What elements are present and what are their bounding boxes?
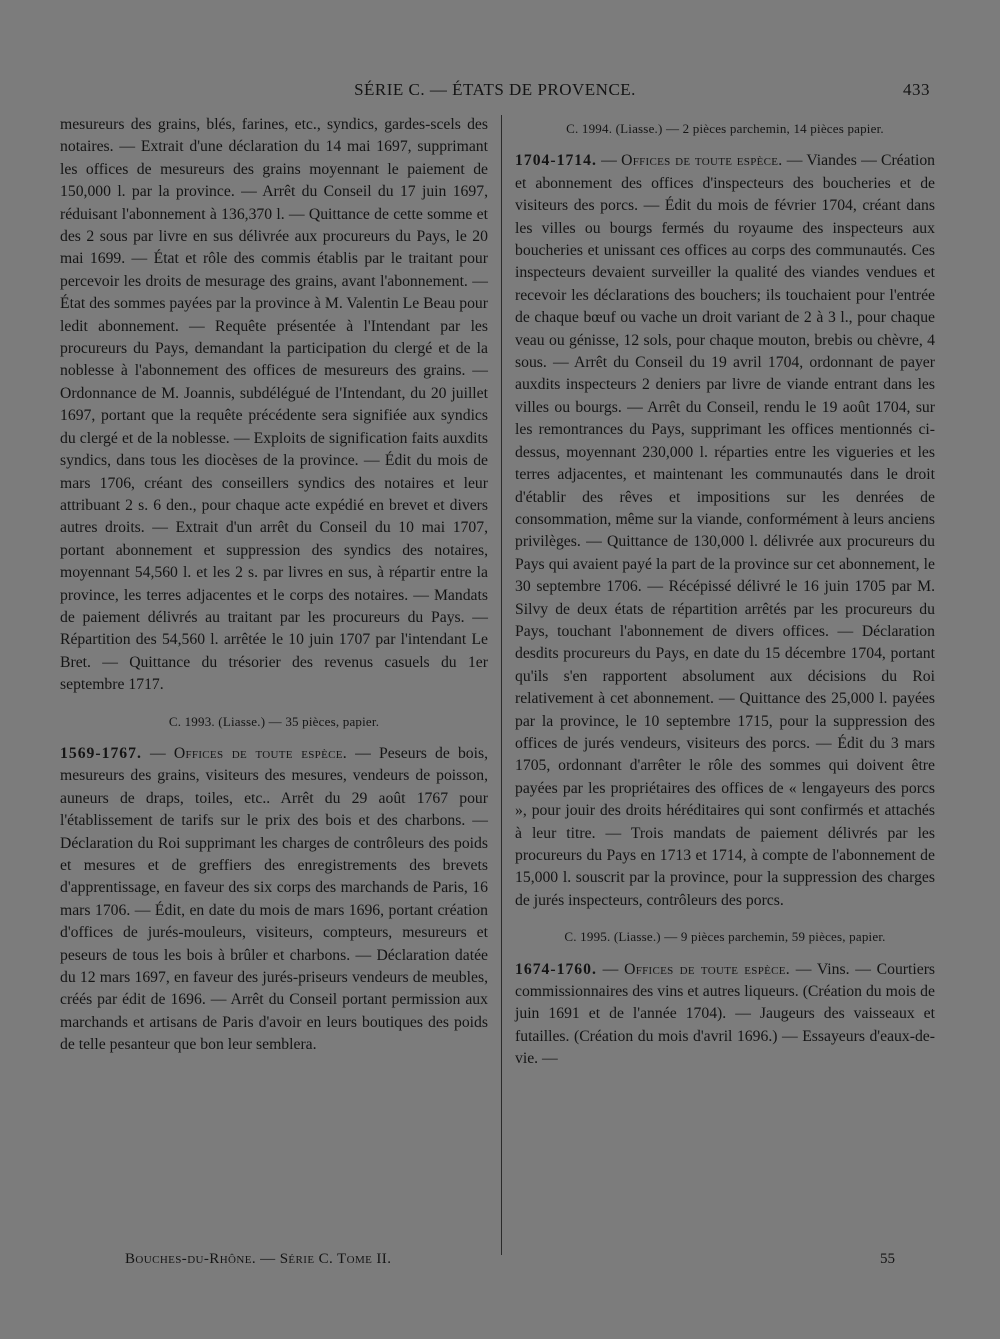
entry-1704-1714: 1704-1714. — Offices de toute espèce. — Viandes — Création et abonnement des offices d'inspecteurs des boucheries et de visiteurs des porcs. — Édit du mois de février 1704, créant dans les villes ou bourgs fermés du royaume des inspecteurs aux boucheries et unissant ces offices au corps des communautés. Ces inspecteurs devaient surveiller la qualité des viandes vendues et recevoir les déclarations des bouchers; ils touchaient pour l'entrée de chaque bœuf ou vache un droit variant de 2 à 3 l., pour chaque veau ou génisse, 12 sols, pour chaque mouton, brebis ou chèvre, 4 sous. — Arrêt du Conseil du 19 avril 1704, ordonnant de payer auxdits inspecteurs 2 deniers par livre de viande entrant dans les villes ou bourgs. — Arrêt du Conseil, rendu le 19 août 1704, sur les remontrances du Pays, supprimant les offices mentionnés ci-dessus, moyennant 230,000 l. réparties entre les vigueries et les terres adjacentes, et maintenant les communautés dans le droit d'établir des rêves et impositions sur les denrées de consommation, même sur la viande, conformément à leurs anciens privilèges. — Quittance de 130,000 l. délivrée aux procureurs du Pays qui avaient payé la part de la province sur cet abonnement, le 30 septembre 1706. — Récépissé délivré le 16 juin 1705 par M. Silvy de deux états de répartition arrêtés par les procureurs du Pays, touchant l'abonnement de divers offices. — Déclaration desdits procureurs du Pays, en date du 15 décembre 1704, portant qu'ils s'en rapportent absolument aux décisions du Roi relativement à cet abonnement. — Quittance des 25,000 l. payées par la province, le 10 septembre 1715, pour la suppression des offices de jurés vendeurs, visiteurs des porcs. — Édit du 3 mars 1705, ordonnant d'arrêter le rôle des sommes qui doivent être payées par les propriétaires des offices de « lengayeurs des porcs », pour jouir des droits héréditaires qui sont confirmés et attachés à leur titre. — Trois mandats de paiement délivrés par les procureurs du Pays en 1713 et 1714, à compte de l'abonnement de 15,000 l. souscrit par la province, pour la suppression des charges de jurés inspecteurs, contrôleurs des porcs.: [515, 152, 936, 909]
cote-c1993: C. 1993. (Liasse.) — 35 pièces, papier.: [168, 713, 380, 729]
entry-dates: 1674-1760.: [515, 960, 597, 978]
page-header: [60, 80, 930, 106]
entry-title: Offices de toute espèce.: [624, 960, 791, 978]
entry-dates: 1569-1767.: [60, 744, 142, 762]
column-divider: [501, 115, 502, 1255]
entry-text: — Viandes — Création et abonnement des offices d'inspecteurs des boucheries et de visiteurs des porcs. — Édit du mois de février 1704, créant dans les villes ou bourgs fermés du royaume des inspecteurs aux boucheries et unissant ces offices au corps des communautés. Ces inspecteurs devaient surveiller la qualité des viandes vendues et recevoir les déclarations des bouchers; ils touchaient pour l'entrée de chaque bœuf ou vache un droit variant de 2 à 3 l., pour chaque veau ou génisse, 12 sols, pour chaque mouton, brebis ou chèvre, 4 sous. — Arrêt du Conseil du 19 avril 1704, ordonnant de payer auxdits inspecteurs 2 deniers par livre de viande entrant dans les villes ou bourgs. — Arrêt du Conseil, rendu le 19 août 1704, sur les remontrances du Pays, supprimant les offices mentionnés ci-dessus, moyennant 230,000 l. réparties entre les vigueries et les terres adjacentes, et maintenant les communautés dans le droit d'établir des rêves et impositions sur les denrées de consommation, même sur la viande, conformément à leurs anciens privilèges. — Quittance de 130,000 l. délivrée aux procureurs du Pays qui avaient payé la part de la province sur cet abonnement, le 30 septembre 1706. — Récépissé délivré le 16 juin 1705 par M. Silvy de deux états de répartition arrêtés par les procureurs du Pays, touchant l'abonnement de divers offices. — Déclaration desdits procureurs du Pays, en date du 15 décembre 1704, portant qu'ils s'en rapportent absolument aux décisions du Roi relativement à cet abonnement. — Quittance des 25,000 l. payées par la province, le 10 septembre 1715, pour la suppression des offices de jurés vendeurs, visiteurs des porcs. — Édit du 3 mars 1705, ordonnant d'arrêter le rôle des sommes qui doivent être payées par les propriétaires des offices de « lengayeurs des porcs », pour jouir des droits héréditaires qui sont confirmés et attachés à leur titre. — Trois mandats de paiement délivrés par les procureurs du Pays en 1713 et 1714, à compte de l'abonnement de 15,000 l. souscrit par la province, pour la suppression des charges de jurés inspecteurs, contrôleurs des porcs.: [515, 152, 936, 909]
cote-c1994: C. 1994. (Liasse.) — 2 pièces parchemin, 14 pièces papier.: [566, 121, 884, 136]
entry-text: — Vins. — Courtiers commissionnaires des vins et autres liqueurs. (Création du mois de juin 1691 et de l'année 1704). — Jaugeurs des vaisseaux et futailles. (Création du mois d'avril 1696.) — Essayeurs d'eaux-de-vie. —: [515, 960, 936, 1068]
left-column: [60, 114, 488, 1057]
footer-series: Bouches-du-Rhône. — Série C. Tome II.: [125, 1251, 392, 1267]
entry-paragraph: mesureurs des grains, blés, farines, etc., syndics, gardes-scels des notaires. — Extrait d'une déclaration du 14 mai 1697, supprimant les offices de mesureurs des grains moyennant le paiement de 150,000 l. par la province. — Arrêt du Conseil du 17 juin 1697, réduisant l'abonnement à 136,370 l. — Quittance de cette somme et des 2 sous par livre en sus délivrée aux procureurs du Pays, le 20 mai 1699. — État et rôle des commis établis par le traitant pour percevoir les droits de mesurage des grains, avant l'abonnement. — État des sommes payées par la province à M. Valentin Le Beau pour ledit abonnement. — Requête présentée à l'Intendant par les procureurs du Pays, demandant la participation du clergé et de la noblesse à l'abonnement des offices de mesureurs des grains. — Ordonnance de M. Joannis, subdélégué de l'Intendant, du 20 juillet 1697, portant que la requête précédente sera signifiée aux syndics du clergé et de la noblesse. — Exploits de signification faits auxdits syndics, dans tous les diocèses de la province. — Édit du mois de mars 1706, créant des conseillers syndics des notaires et leur attribuant 2 s. 6 den., pour chaque acte expédié en brevet et divers autres droits. — Extrait d'un arrêt du Conseil du 10 mai 1707, portant abonnement et suppression des syndics des notaires, moyennant 54,560 l. et les 2 s. par livres en sus, à répartir entre la province, les terres adjacentes et le corps des notaires. — Mandats de paiement délivrés au traitant par les procureurs du Pays. — Répartition des 54,560 l. arrêtée le 10 juin 1707 par l'intendant Le Bret. — Quittance du trésorier des revenus casuels du 1er septembre 1717.: [60, 116, 488, 694]
page-footer: [125, 1251, 895, 1275]
page-number: 433: [903, 80, 930, 99]
running-title: SÉRIE C. — ÉTATS DE PROVENCE.: [354, 80, 636, 99]
entry-dates: 1704-1714.: [515, 152, 597, 170]
entry-text: — Peseurs de bois, mesureurs des grains, visiteurs des mesures, vendeurs de poisson, auneurs de draps, toiles, etc.. Arrêt du 29 août 1767 pour l'établissement de tarifs sur le prix des bois et des charbons. — Déclaration du Roi supprimant les charges de contrôleurs des poids et mesures et de greffiers des enregistrements des brevets d'apprentissage, en faveur des six corps des marchands de Paris, 16 mars 1706. — Édit, en date du mois de mars 1696, portant création d'offices de jurés-mouleurs, visiteurs, compteurs, mesureurs et peseurs de tous les bois à brûler et charbons. — Déclaration datée du 12 mars 1697, en faveur des jurés-priseurs vendeurs de meubles, créés par édit de 1696. — Arrêt du Conseil portant permission aux marchands et artisans de Paris d'avoir en leurs boutiques des poids de telle pesanteur que bon leur semblera.: [60, 744, 489, 1054]
entry-1674-1760: 1674-1760. — Offices de toute espèce. — Vins. — Courtiers commissionnaires des vins et autres liqueurs. (Création du mois de juin 1691 et de l'année 1704). — Jaugeurs des vaisseaux et futailles. (Création du mois d'avril 1696.) — Essayeurs d'eaux-de-vie. —: [515, 960, 936, 1068]
entry-title: Offices de toute espèce.: [173, 744, 348, 762]
cote-c1995: C. 1995. (Liasse.) — 9 pièces parchemin, 59 pièces, papier.: [564, 929, 886, 945]
entry-1569-1767: 1569-1767. — Offices de toute espèce. — Peseurs de bois, mesureurs des grains, visiteurs des mesures, vendeurs de poisson, auneurs de draps, toiles, etc.. Arrêt du 29 août 1767 pour l'établissement de tarifs sur le prix des bois et des charbons. — Déclaration du Roi supprimant les charges de contrôleurs des poids et mesures et de greffiers des enregistrements des brevets d'apprentissage, en faveur des six corps des marchands de Paris, 16 mars 1706. — Édit, en date du mois de mars 1696, portant création d'offices de jurés-mouleurs, visiteurs, compteurs, mesureurs et peseurs de tous les bois à brûler et charbons. — Déclaration datée du 12 mars 1697, en faveur des jurés-priseurs vendeurs de meubles, créés par édit de 1696. — Arrêt du Conseil portant permission aux marchands et artisans de Paris d'avoir en leurs boutiques des poids de telle pesanteur que bon leur semblera.: [60, 744, 489, 1054]
right-column: [515, 114, 935, 1071]
signature-number: 55: [880, 1251, 895, 1267]
entry-title: Offices de toute espèce.: [621, 152, 783, 170]
